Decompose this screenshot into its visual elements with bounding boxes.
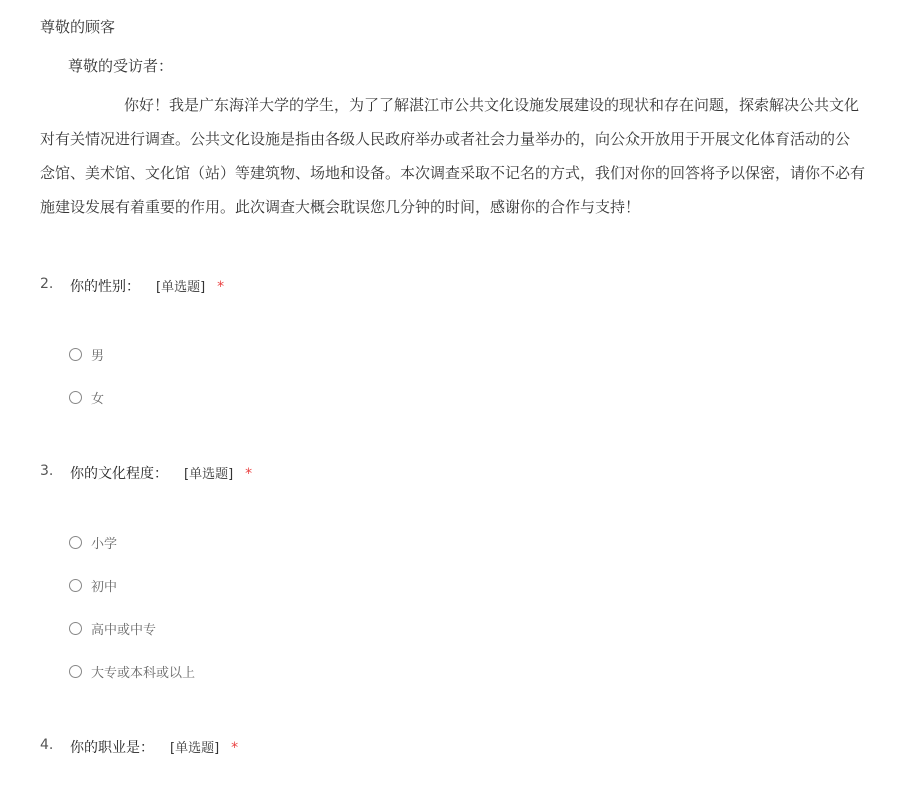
intro-line: 对有关情况进行调查。公共文化设施是指由各级人民政府举办或者社会力量举办的，向公众开放用于开展文化体育活动的公 — [40, 130, 851, 148]
option-label: 女 — [91, 391, 105, 407]
intro-paragraph — [40, 88, 900, 224]
required-mark: * — [217, 279, 225, 295]
question-title: 你的性别： [单选题] * — [70, 279, 225, 295]
question-type-label: [单选题] — [156, 280, 206, 295]
radio-button[interactable] — [69, 391, 82, 404]
question-number: 3. — [40, 463, 54, 479]
radio-button[interactable] — [69, 622, 82, 635]
option-label: 大专或本科或以上 — [91, 665, 196, 681]
option-primary-school[interactable] — [69, 533, 117, 551]
survey-heading: 尊敬的顾客 — [40, 18, 116, 36]
option-college-or-above[interactable] — [69, 662, 195, 680]
option-male[interactable] — [69, 345, 104, 363]
required-mark: * — [231, 740, 239, 756]
question-title: 你的文化程度： [单选题] * — [70, 466, 253, 482]
question-title: 你的职业是： [单选题] * — [70, 740, 239, 756]
question-type-label: [单选题] — [184, 467, 234, 482]
option-label: 小学 — [91, 536, 118, 552]
intro-line: 施建设发展有着重要的作用。此次调查大概会耽误您几分钟的时间，感谢你的合作与支持！ — [40, 198, 641, 216]
intro-line: 念馆、美术馆、文化馆（站）等建筑物、场地和设备。本次调查采取不记名的方式，我们对你的回答将予以保密，请你不必有 — [40, 164, 866, 182]
option-female[interactable] — [69, 388, 104, 406]
option-senior-high[interactable] — [69, 619, 156, 637]
radio-button[interactable] — [69, 536, 82, 549]
radio-button[interactable] — [69, 665, 82, 678]
intro-line: 你好！我是广东海洋大学的学生，为了了解湛江市公共文化设施发展建设的现状和存在问题，探索解决公共文化 — [124, 96, 860, 114]
salutation-text: 尊敬的受访者： — [68, 57, 174, 75]
option-label: 初中 — [91, 579, 118, 595]
option-label: 男 — [91, 348, 105, 364]
radio-button[interactable] — [69, 348, 82, 361]
option-junior-high[interactable] — [69, 576, 117, 594]
radio-button[interactable] — [69, 579, 82, 592]
option-label: 高中或中专 — [91, 622, 157, 638]
question-type-label: [单选题] — [170, 741, 220, 756]
required-mark: * — [245, 466, 253, 482]
question-number: 2. — [40, 276, 54, 292]
question-number: 4. — [40, 737, 54, 753]
